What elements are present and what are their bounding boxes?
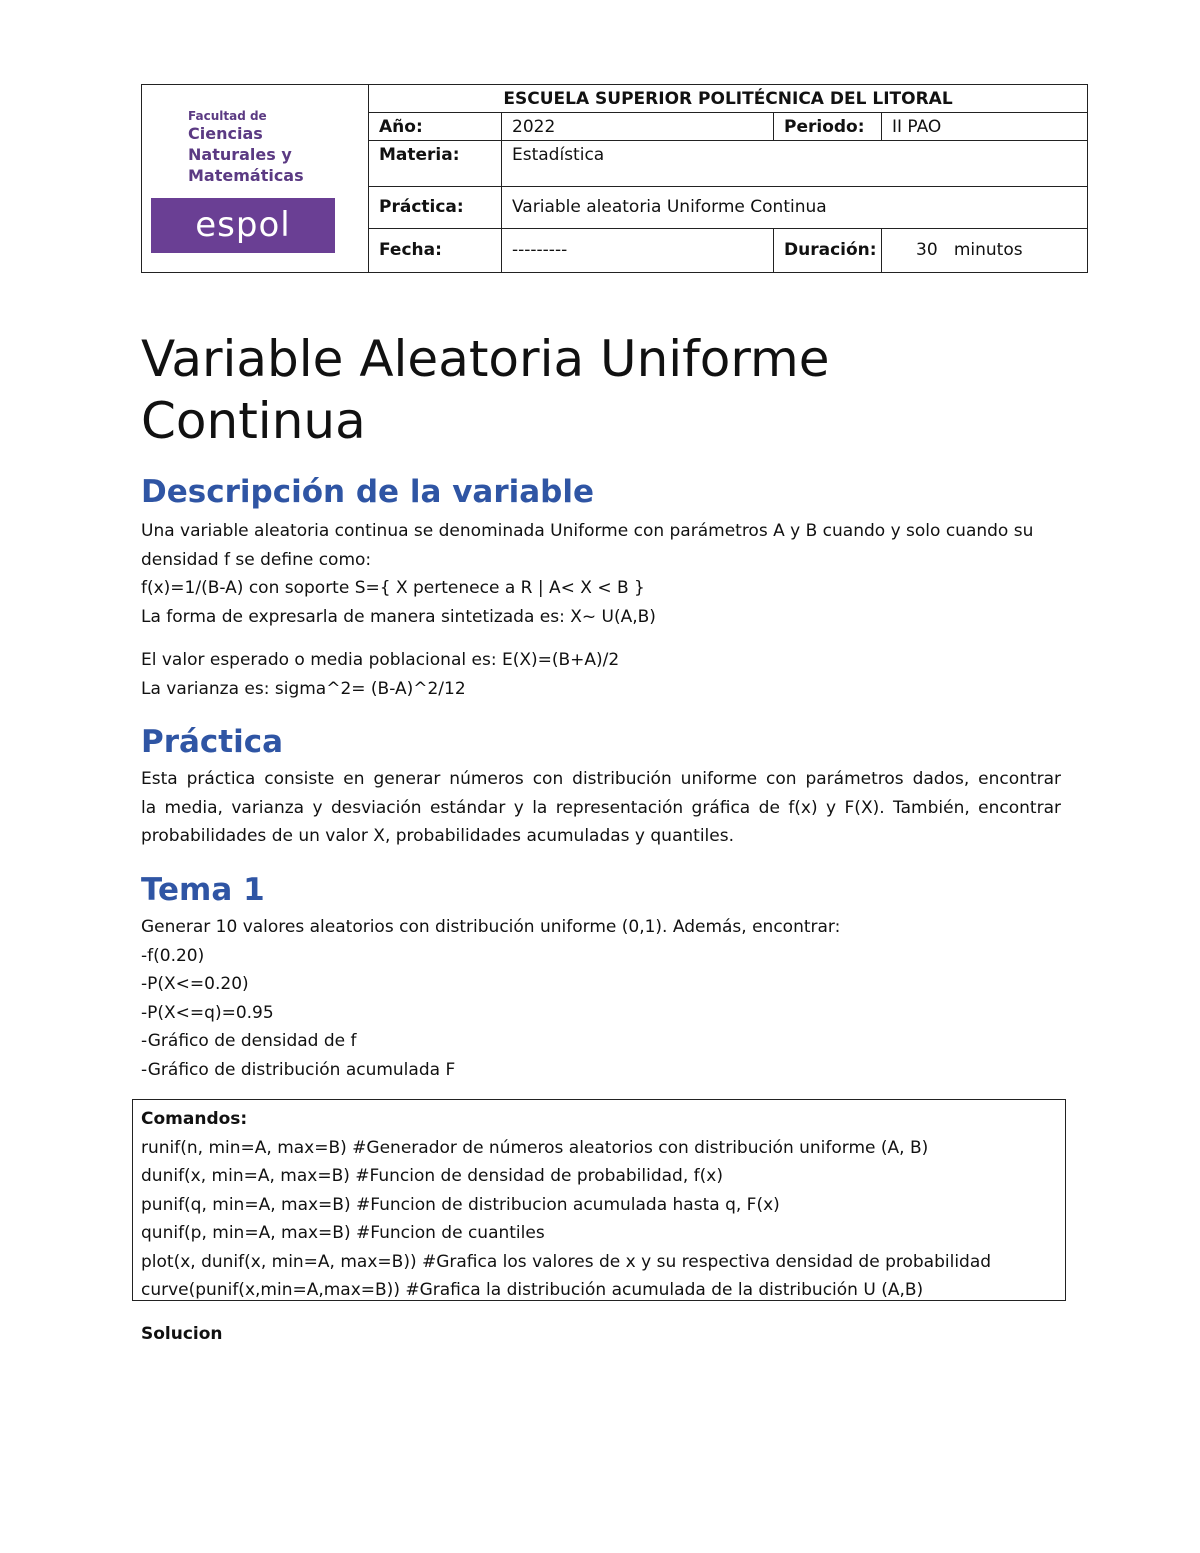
subject-label: Materia: [369, 141, 502, 186]
subject-value: Estadística [502, 141, 1088, 186]
faculty-line-2: Naturales y [188, 145, 292, 164]
school-name: ESCUELA SUPERIOR POLITÉCNICA DEL LITORAL [369, 85, 1088, 113]
date-label: Fecha: [369, 228, 502, 272]
command-line: punif(q, min=A, max=B) #Funcion de distribucion acumulada hasta q, F(x) [141, 1194, 780, 1215]
description-formulas [141, 646, 1061, 703]
description-text [141, 517, 1061, 631]
tema1-line: -P(X<=q)=0.95 [141, 1002, 274, 1023]
period-value: II PAO [882, 113, 1088, 141]
page-title [141, 328, 830, 452]
practice-label: Práctica: [369, 186, 502, 228]
description-line: f(x)=1/(B-A) con soporte S={ X pertenece a R | A< X < B } [141, 578, 645, 598]
tema1-line: Generar 10 valores aleatorios con distribución uniforme (0,1). Además, encontrar: [141, 917, 841, 937]
practice-line: la media, varianza y desviación estándar y la representación gráfica de f(x) y F(X). También, encontrar [141, 797, 1061, 818]
faculty-small-text: Facultad de [188, 109, 267, 123]
expected-value-line: El valor esperado o media poblacional es: E(X)=(B+A)/2 [141, 650, 620, 670]
commands-box [132, 1099, 1066, 1301]
duration-label: Duración: [774, 228, 882, 272]
header-table [141, 84, 1088, 273]
title-line-1: Variable Aleatoria Uniforme [141, 330, 830, 388]
duration-value: 30 minutos [882, 228, 1088, 272]
tema1-line: -Gráfico de densidad de f [141, 1031, 357, 1051]
command-line: plot(x, dunif(x, min=A, max=B)) #Grafica los valores de x y su respectiva densidad de probabilidad [141, 1251, 992, 1272]
period-label: Periodo: [774, 113, 882, 141]
commands-title: Comandos: [141, 1109, 248, 1129]
variance-line: La varianza es: sigma^2= (B-A)^2/12 [141, 678, 466, 699]
solution-label: Solucion [141, 1324, 223, 1344]
practice-text [141, 765, 1061, 851]
tema1-text [141, 913, 1061, 1084]
command-line: runif(n, min=A, max=B) #Generador de números aleatorios con distribución uniforme (A, B) [141, 1137, 929, 1158]
faculty-line-3: Matemáticas [188, 166, 304, 185]
command-line: dunif(x, min=A, max=B) #Funcion de densidad de probabilidad, f(x) [141, 1166, 723, 1186]
command-line: curve(punif(x,min=A,max=B)) #Grafica la distribución acumulada de la distribución U (A,B) [141, 1280, 924, 1300]
year-label: Año: [369, 113, 502, 141]
practice-value: Variable aleatoria Uniforme Continua [502, 186, 1088, 228]
year-value: 2022 [502, 113, 774, 141]
description-line: La forma de expresarla de manera sintetizada es: X~ U(A,B) [141, 606, 656, 627]
description-line: Una variable aleatoria continua se denominada Uniforme con parámetros A y B cuando y solo cuando su [141, 521, 1034, 541]
tema1-line: -f(0.20) [141, 945, 205, 966]
practice-line: probabilidades de un valor X, probabilidades acumuladas y quantiles. [141, 826, 734, 846]
command-line: qunif(p, min=A, max=B) #Funcion de cuantiles [141, 1223, 545, 1243]
description-line: densidad f se define como: [141, 549, 372, 570]
espol-logo: espol [151, 198, 335, 253]
faculty-line-1: Ciencias [188, 124, 263, 143]
tema1-line: -P(X<=0.20) [141, 974, 249, 994]
tema1-heading: Tema 1 [141, 872, 265, 908]
tema1-line: -Gráfico de distribución acumulada F [141, 1059, 456, 1080]
title-line-2: Continua [141, 392, 366, 450]
practice-heading: Práctica [141, 724, 284, 760]
date-value: --------- [502, 228, 774, 272]
practice-line: Esta práctica consiste en generar números con distribución uniforme con parámetros dados, encontrar [141, 769, 1061, 789]
faculty-logo-cell [142, 85, 369, 273]
description-heading: Descripción de la variable [141, 474, 594, 510]
